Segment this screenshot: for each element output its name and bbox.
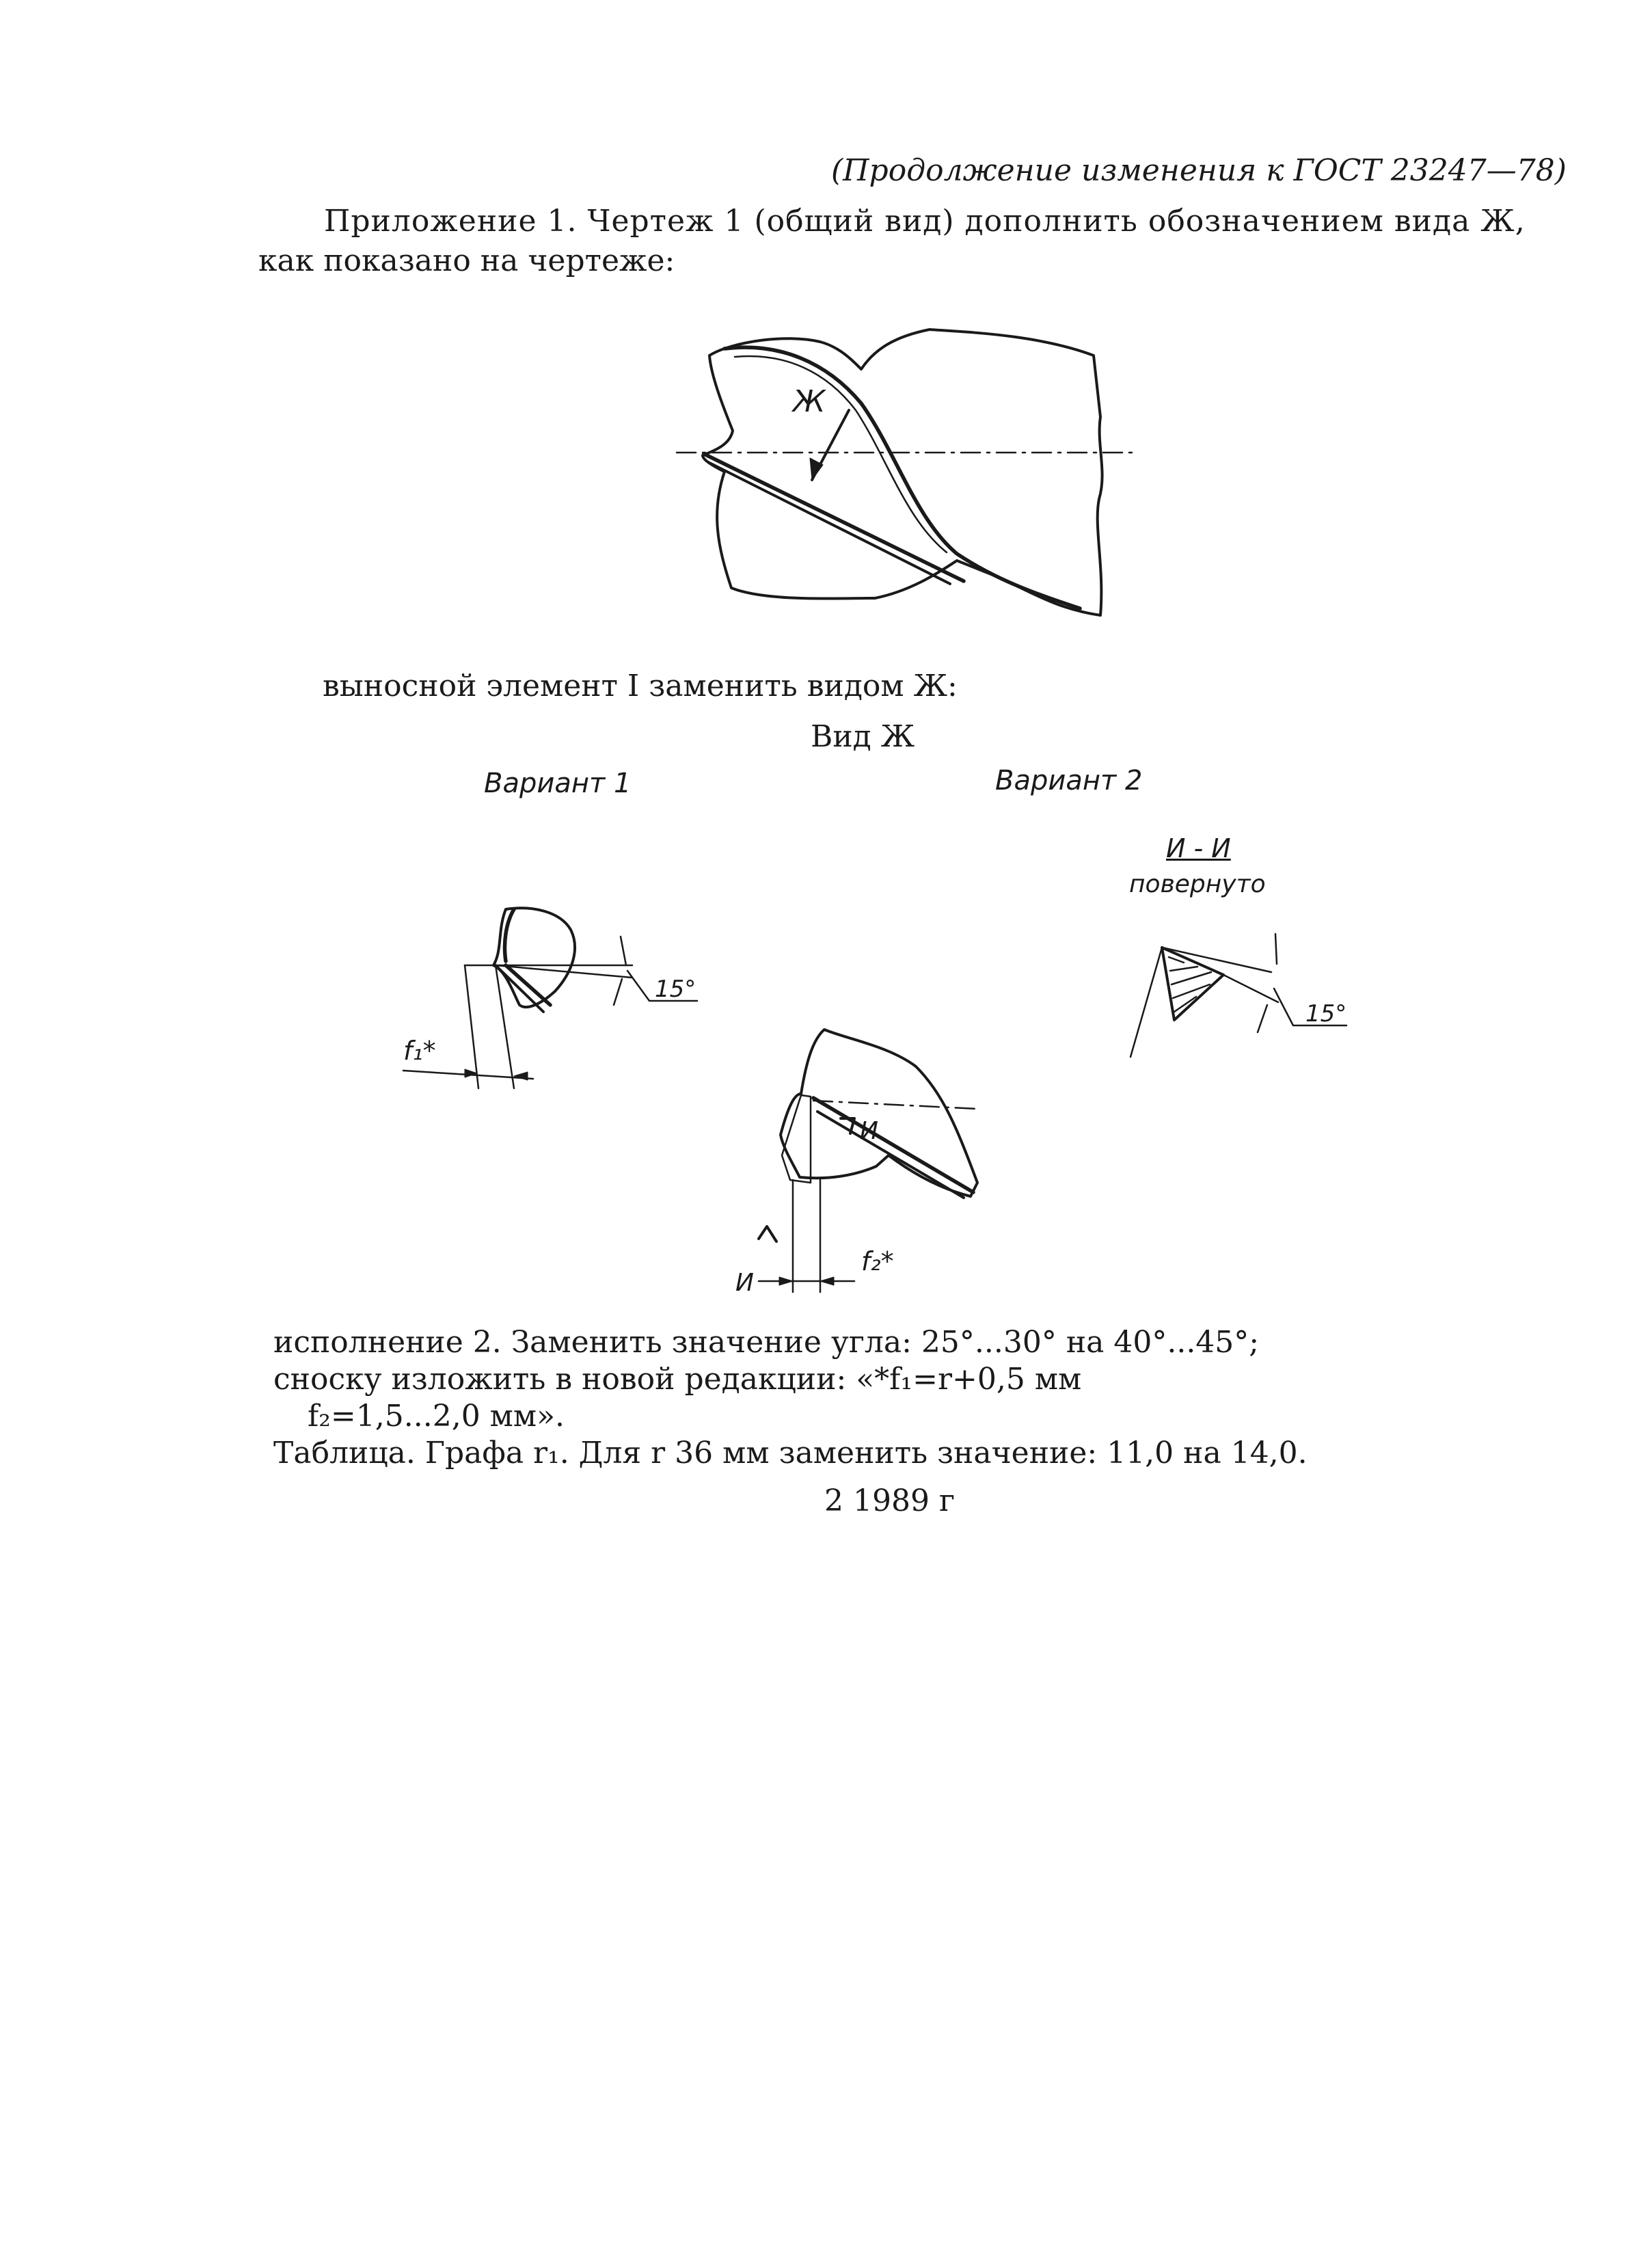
center-view-dim-label: f₂* [861,1246,894,1276]
center-view-dim-arrow-2 [820,1277,834,1285]
variant2-angle-line-2 [1223,975,1278,1002]
variant1-lip [505,909,515,961]
variant1-angle-label: 15° [655,976,696,1003]
section-mark-label-2: И [735,1269,754,1297]
paragraph-footnote: сноску изложить в новой редакции: «*f₁=r+0,5 мм [273,1362,1082,1397]
variant1-angle-arrow-top [621,937,626,965]
drill-cutting-edge-2 [708,462,950,584]
variant1-cut-2 [506,965,550,1005]
view-letter-label: Ж [793,384,826,419]
variant2-caption: Вариант 2 [995,765,1143,796]
variant1-caption: Вариант 1 [484,768,632,799]
section-label: И - И [1166,833,1231,863]
section-mark-arrow-2 [759,1226,776,1241]
section-rotated-note: повернуто [1129,870,1266,898]
paragraph-appendix-line1: Приложение 1. Чертеж 1 (общий вид) дополнить обозначением вида Ж, [324,204,1526,239]
variant2-edge [1130,948,1162,1057]
variant2-angle-arrow-bottom [1258,1005,1267,1032]
center-view-drawing [711,1019,998,1306]
drill-flute-edge [725,347,1080,608]
paragraph-footnote-f2: f₂=1,5...2,0 мм». [308,1399,565,1434]
variant1-dim-arrow [465,1069,477,1077]
paragraph-detail-replace: выносной элемент I заменить видом Ж: [323,669,958,703]
variant2-angle-arrow-top [1275,934,1277,964]
center-view-dim-arrow-1 [779,1277,793,1285]
continuation-header: (Продолжение изменения к ГОСТ 23247—78) [831,153,1567,188]
variant2-drawing [1121,923,1367,1066]
variant1-dim-label: f₁* [403,1036,436,1066]
variant1-drawing [396,896,725,1101]
paragraph-execution-2: исполнение 2. Заменить значение угла: 25°...30° на 40°...45°; [273,1325,1260,1360]
variant1-angle-arrow-bottom [614,979,622,1005]
center-view-axis [813,1101,977,1109]
paragraph-appendix-line2: как показано на чертеже: [258,243,675,278]
paragraph-table: Таблица. Графа r₁. Для r 36 мм заменить значение: 11,0 на 14,0. [273,1436,1308,1470]
view-title: Вид Ж [811,719,915,754]
center-view-cut-2 [817,1112,964,1198]
variant1-edge [496,965,514,1088]
general-view-drawing [670,321,1148,622]
variant1-dim-arrow-2 [514,1072,528,1080]
paragraph-date: 2 1989 г [824,1483,955,1518]
variant2-angle-label: 15° [1305,1000,1347,1028]
section-mark-label-1: И [860,1117,878,1145]
